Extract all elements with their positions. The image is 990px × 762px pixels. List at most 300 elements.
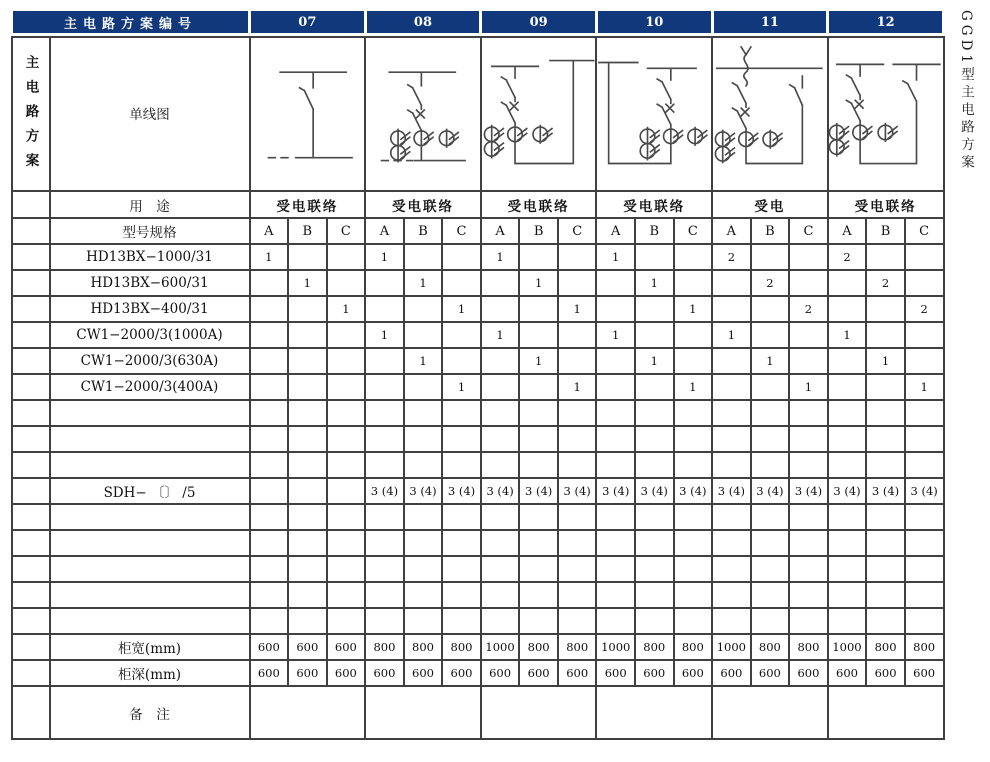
row-label	[50, 556, 250, 582]
row-spacer-cell	[12, 296, 50, 322]
circuit-lines	[836, 64, 939, 163]
value-cell	[558, 582, 597, 608]
value-cell: 1	[596, 322, 635, 348]
value-cell	[250, 478, 289, 504]
value-cell	[866, 426, 905, 452]
row-label: HD13BX−600/31	[50, 270, 250, 296]
value-cell	[365, 582, 404, 608]
value-cell	[481, 400, 520, 426]
value-cell	[866, 504, 905, 530]
row-label	[50, 608, 250, 634]
value-cell: 600	[481, 660, 520, 686]
value-cell	[558, 452, 597, 478]
value-cell	[481, 530, 520, 556]
value-cell: 600	[288, 660, 327, 686]
value-cell	[751, 322, 790, 348]
value-cell	[327, 556, 366, 582]
value-cell	[828, 270, 867, 296]
value-cell: 3 (4)	[635, 478, 674, 504]
subcol-header: C	[905, 218, 944, 244]
value-cell: 600	[327, 634, 366, 660]
circuit-lines	[492, 61, 594, 164]
value-cell	[866, 244, 905, 270]
value-cell: 3 (4)	[828, 478, 867, 504]
value-cell	[596, 374, 635, 400]
value-cell	[596, 556, 635, 582]
table-row	[12, 530, 944, 556]
value-cell	[596, 348, 635, 374]
table-row	[12, 504, 944, 530]
value-cell	[404, 556, 443, 582]
value-cell: 600	[288, 634, 327, 660]
row-spacer-cell	[12, 426, 50, 452]
value-cell	[828, 556, 867, 582]
value-cell: 600	[596, 660, 635, 686]
usage-value-07: 受电联络	[250, 191, 366, 218]
value-cell	[365, 400, 404, 426]
value-cell	[519, 582, 558, 608]
value-cell	[250, 348, 289, 374]
value-cell: 2	[712, 244, 751, 270]
row-spacer-cell	[12, 374, 50, 400]
value-cell	[674, 504, 713, 530]
value-cell	[635, 556, 674, 582]
value-cell: 1	[558, 296, 597, 322]
row-spacer-cell	[12, 634, 50, 660]
value-cell: 600	[442, 660, 481, 686]
value-cell: 1000	[596, 634, 635, 660]
value-cell: 600	[674, 660, 713, 686]
value-cell	[751, 374, 790, 400]
value-cell	[789, 608, 828, 634]
row-label: 柜深(mm)	[50, 660, 250, 686]
breaker-cross-icon	[666, 104, 674, 112]
table-row	[12, 322, 944, 348]
value-cell	[558, 270, 597, 296]
value-cell: 600	[789, 660, 828, 686]
value-cell	[712, 582, 751, 608]
row-spacer-cell	[12, 660, 50, 686]
value-cell: 1	[327, 296, 366, 322]
value-cell: 600	[327, 660, 366, 686]
value-cell	[905, 530, 944, 556]
scheme-09-drawing	[482, 36, 596, 190]
value-cell: 1	[635, 270, 674, 296]
value-cell	[288, 400, 327, 426]
value-cell: 600	[635, 660, 674, 686]
value-cell	[365, 374, 404, 400]
value-cell	[674, 426, 713, 452]
value-cell: 600	[365, 660, 404, 686]
value-cell	[288, 452, 327, 478]
subcol-header: A	[712, 218, 751, 244]
breaker-cross-icon	[855, 100, 863, 108]
value-cell	[327, 478, 366, 504]
value-cell	[442, 582, 481, 608]
value-cell	[751, 244, 790, 270]
value-cell	[866, 582, 905, 608]
value-cell	[596, 530, 635, 556]
usage-value-12: 受电联络	[828, 191, 944, 218]
value-cell	[404, 244, 443, 270]
value-cell	[712, 426, 751, 452]
value-cell	[250, 374, 289, 400]
value-cell	[635, 452, 674, 478]
value-cell: 600	[828, 660, 867, 686]
value-cell: 800	[442, 634, 481, 660]
row-label: SDH− 〔〕 /5	[50, 478, 250, 504]
row-spacer-cell	[12, 504, 50, 530]
value-cell: 1	[288, 270, 327, 296]
value-cell	[751, 426, 790, 452]
usage-value-10: 受电联络	[596, 191, 712, 218]
value-cell	[558, 426, 597, 452]
value-cell	[327, 400, 366, 426]
value-cell: 800	[519, 634, 558, 660]
table-row	[12, 400, 944, 426]
value-cell: 1	[481, 322, 520, 348]
row-label	[50, 530, 250, 556]
circuit-lines	[389, 72, 465, 161]
value-cell	[712, 296, 751, 322]
value-cell	[404, 400, 443, 426]
remarks-cell	[712, 686, 828, 739]
left-section-title: 主电路方案	[12, 35, 50, 192]
subcol-header: A	[481, 218, 520, 244]
value-cell	[596, 608, 635, 634]
value-cell	[365, 504, 404, 530]
scheme-08-drawing	[366, 36, 480, 190]
value-cell	[442, 348, 481, 374]
row-spacer-cell	[12, 452, 50, 478]
row-label: CW1−2000/3(630A)	[50, 348, 250, 374]
value-cell	[635, 244, 674, 270]
value-cell	[558, 556, 597, 582]
value-cell: 1	[365, 322, 404, 348]
value-cell	[789, 270, 828, 296]
value-cell: 1	[712, 322, 751, 348]
value-cell	[635, 400, 674, 426]
value-cell	[442, 608, 481, 634]
row-spacer-cell	[12, 530, 50, 556]
value-cell	[327, 426, 366, 452]
value-cell	[674, 322, 713, 348]
table-row	[12, 270, 944, 296]
value-cell	[442, 426, 481, 452]
value-cell: 1	[674, 296, 713, 322]
value-cell	[596, 504, 635, 530]
subcol-header: C	[558, 218, 597, 244]
value-cell	[674, 244, 713, 270]
value-cell	[828, 348, 867, 374]
value-cell	[327, 322, 366, 348]
subcol-header: B	[288, 218, 327, 244]
value-cell	[905, 608, 944, 634]
value-cell	[442, 556, 481, 582]
value-cell	[404, 426, 443, 452]
row-label	[50, 504, 250, 530]
value-cell	[674, 530, 713, 556]
value-cell: 1000	[712, 634, 751, 660]
value-cell	[481, 452, 520, 478]
value-cell	[404, 296, 443, 322]
value-cell	[250, 556, 289, 582]
value-cell	[365, 556, 404, 582]
value-cell	[635, 296, 674, 322]
value-cell	[828, 426, 867, 452]
breaker-cross-icon	[417, 110, 425, 118]
value-cell	[327, 582, 366, 608]
scheme-number-header-row	[12, 10, 944, 35]
value-cell	[596, 270, 635, 296]
spec-row-label: 型号规格	[50, 218, 250, 244]
value-cell: 800	[866, 634, 905, 660]
value-cell	[288, 478, 327, 504]
value-cell	[866, 374, 905, 400]
page-side-title: GGD1型主电路方案	[958, 10, 974, 172]
value-cell	[365, 452, 404, 478]
value-cell: 800	[789, 634, 828, 660]
value-cell: 600	[250, 634, 289, 660]
value-cell	[404, 582, 443, 608]
value-cell	[712, 374, 751, 400]
table-row	[12, 582, 944, 608]
value-cell	[481, 504, 520, 530]
scheme-number-07: 07	[250, 10, 366, 35]
row-label: 柜宽(mm)	[50, 634, 250, 660]
value-cell: 800	[365, 634, 404, 660]
value-cell	[250, 608, 289, 634]
value-cell: 800	[674, 634, 713, 660]
value-cell	[288, 296, 327, 322]
value-cell	[250, 504, 289, 530]
circuit-lines	[280, 72, 352, 157]
value-cell	[288, 426, 327, 452]
value-cell	[365, 296, 404, 322]
subcol-header: A	[250, 218, 289, 244]
row-spacer-cell	[12, 478, 50, 504]
value-cell	[674, 400, 713, 426]
value-cell	[674, 582, 713, 608]
table-row	[12, 634, 944, 660]
value-cell: 1	[519, 348, 558, 374]
value-cell	[481, 270, 520, 296]
single-line-diagram-07	[250, 35, 366, 192]
value-cell	[327, 608, 366, 634]
value-cell	[905, 504, 944, 530]
value-cell	[789, 504, 828, 530]
value-cell: 2	[789, 296, 828, 322]
value-cell	[905, 400, 944, 426]
value-cell	[442, 400, 481, 426]
value-cell	[250, 322, 289, 348]
value-cell	[751, 556, 790, 582]
value-cell	[635, 608, 674, 634]
value-cell	[866, 296, 905, 322]
table-row	[12, 660, 944, 686]
value-cell: 800	[635, 634, 674, 660]
row-spacer-cell	[12, 556, 50, 582]
value-cell	[327, 270, 366, 296]
value-cell	[674, 452, 713, 478]
value-cell	[404, 504, 443, 530]
subcol-header: B	[519, 218, 558, 244]
value-cell	[712, 348, 751, 374]
value-cell	[404, 374, 443, 400]
row-label	[50, 400, 250, 426]
value-cell	[866, 556, 905, 582]
value-cell	[365, 530, 404, 556]
value-cell	[481, 582, 520, 608]
row-label: CW1−2000/3(400A)	[50, 374, 250, 400]
value-cell	[905, 452, 944, 478]
value-cell: 600	[866, 660, 905, 686]
value-cell	[828, 400, 867, 426]
table-row	[12, 426, 944, 452]
row-spacer-cell	[12, 218, 50, 244]
spec-header-row	[12, 218, 944, 244]
value-cell	[635, 530, 674, 556]
row-label: HD13BX−400/31	[50, 296, 250, 322]
row-label: CW1−2000/3(1000A)	[50, 322, 250, 348]
value-cell	[250, 452, 289, 478]
remarks-cell	[828, 686, 944, 739]
row-spacer-cell	[12, 244, 50, 270]
value-cell: 600	[250, 660, 289, 686]
value-cell: 3 (4)	[712, 478, 751, 504]
value-cell	[519, 400, 558, 426]
value-cell: 600	[404, 660, 443, 686]
value-cell	[288, 374, 327, 400]
table-row	[12, 478, 944, 504]
value-cell: 3 (4)	[789, 478, 828, 504]
single-line-diagram-09	[481, 35, 597, 192]
value-cell	[828, 452, 867, 478]
single-line-diagram-row	[12, 35, 944, 192]
value-cell: 600	[712, 660, 751, 686]
value-cell	[250, 400, 289, 426]
value-cell	[712, 452, 751, 478]
value-cell	[365, 426, 404, 452]
usage-row-label: 用 途	[50, 191, 250, 218]
value-cell	[596, 452, 635, 478]
single-line-diagram-12	[828, 35, 944, 192]
value-cell: 2	[866, 270, 905, 296]
value-cell	[751, 504, 790, 530]
row-spacer-cell	[12, 608, 50, 634]
value-cell: 3 (4)	[365, 478, 404, 504]
value-cell: 3 (4)	[481, 478, 520, 504]
value-cell	[327, 244, 366, 270]
single-line-diagram-10	[596, 35, 712, 192]
value-cell	[519, 556, 558, 582]
value-cell: 1	[558, 374, 597, 400]
value-cell: 1	[481, 244, 520, 270]
value-cell	[481, 426, 520, 452]
value-cell	[288, 530, 327, 556]
value-cell: 2	[751, 270, 790, 296]
value-cell	[558, 504, 597, 530]
value-cell: 600	[905, 660, 944, 686]
value-cell	[674, 556, 713, 582]
value-cell	[789, 530, 828, 556]
value-cell	[789, 322, 828, 348]
scheme-number-12: 12	[828, 10, 944, 35]
value-cell: 800	[751, 634, 790, 660]
value-cell	[558, 348, 597, 374]
value-cell	[828, 608, 867, 634]
remarks-row-label: 备 注	[50, 686, 250, 739]
circuit-lines	[599, 62, 696, 163]
value-cell: 1	[635, 348, 674, 374]
value-cell	[404, 452, 443, 478]
value-cell	[712, 504, 751, 530]
table-row	[12, 608, 944, 634]
table-row	[12, 296, 944, 322]
value-cell	[481, 608, 520, 634]
value-cell	[751, 452, 790, 478]
value-cell	[905, 582, 944, 608]
value-cell	[442, 452, 481, 478]
table-title: 主电路方案编号	[12, 10, 250, 35]
value-cell: 1	[250, 244, 289, 270]
subcol-header: B	[404, 218, 443, 244]
value-cell: 1	[789, 374, 828, 400]
value-cell	[828, 582, 867, 608]
value-cell: 3 (4)	[404, 478, 443, 504]
value-cell	[481, 296, 520, 322]
value-cell	[404, 322, 443, 348]
value-cell	[905, 348, 944, 374]
subcol-header: B	[866, 218, 905, 244]
row-spacer-cell	[12, 191, 50, 218]
value-cell: 800	[905, 634, 944, 660]
value-cell: 3 (4)	[519, 478, 558, 504]
row-label	[50, 452, 250, 478]
value-cell	[519, 452, 558, 478]
value-cell	[365, 348, 404, 374]
value-cell	[288, 608, 327, 634]
value-cell	[442, 244, 481, 270]
value-cell	[789, 244, 828, 270]
value-cell: 1	[365, 244, 404, 270]
row-label: HD13BX−1000/31	[50, 244, 250, 270]
value-cell	[789, 452, 828, 478]
value-cell	[288, 556, 327, 582]
value-cell: 2	[905, 296, 944, 322]
value-cell	[365, 270, 404, 296]
single-line-diagram-08	[365, 35, 481, 192]
value-cell	[519, 426, 558, 452]
value-cell: 600	[751, 660, 790, 686]
value-cell: 3 (4)	[596, 478, 635, 504]
row-spacer-cell	[12, 322, 50, 348]
value-cell	[866, 400, 905, 426]
value-cell	[558, 608, 597, 634]
value-cell	[751, 400, 790, 426]
row-spacer-cell	[12, 686, 50, 739]
value-cell	[712, 556, 751, 582]
value-cell	[712, 270, 751, 296]
value-cell	[288, 348, 327, 374]
row-spacer-cell	[12, 400, 50, 426]
value-cell	[635, 504, 674, 530]
usage-row	[12, 191, 944, 218]
value-cell	[404, 608, 443, 634]
value-cell: 1	[751, 348, 790, 374]
remarks-cell	[481, 686, 597, 739]
value-cell	[751, 296, 790, 322]
